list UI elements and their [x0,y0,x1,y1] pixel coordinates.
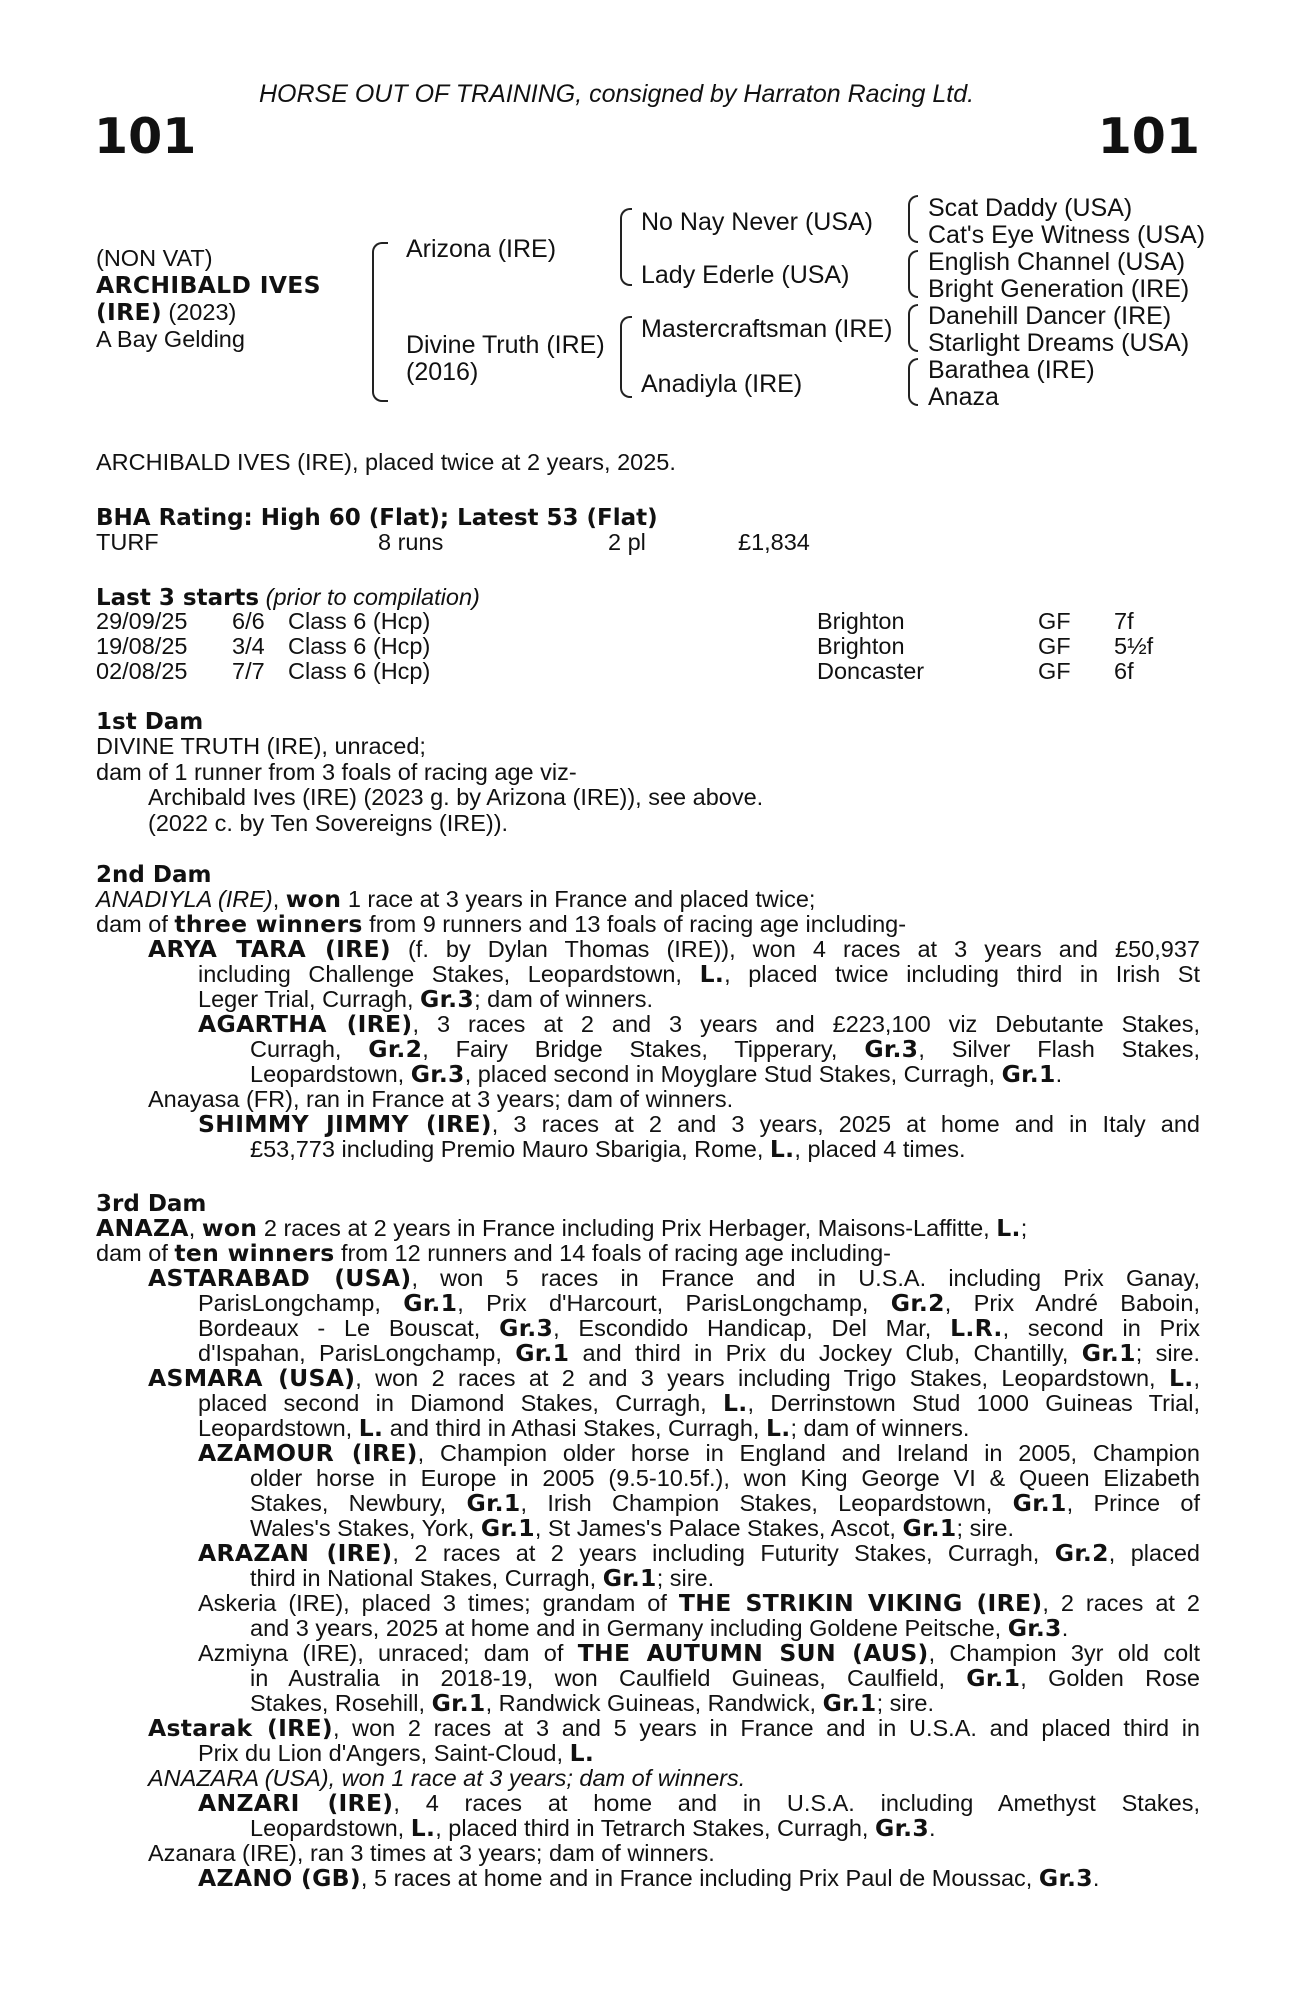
grade: Gr.1 [466,1489,521,1517]
record-placed: 2 pl [608,529,646,555]
text: . [1055,1061,1063,1087]
start-course: Doncaster [817,658,925,684]
text: Leopardstown, [250,1061,411,1087]
text: 1 race at 3 years in France and placed twice; [341,886,816,912]
text: Leopardstown, [250,1815,411,1841]
first-dam-produce: (2022 c. by Ten Sovereigns (IRE)). [148,810,509,836]
grade: L. [358,1414,384,1442]
horse-name: AZANO (GB) [198,1864,361,1892]
start-date: 02/08/25 [96,658,188,684]
pedigree-dd: Anadiyla (IRE) [641,370,803,398]
first-dam-line: DIVINE TRUTH (IRE), unraced; [96,733,426,759]
grade: Gr.1 [966,1664,1021,1692]
grade: L. [723,1389,748,1417]
produce-line [250,1491,1200,1517]
second-dam-heading: 2nd Dam [96,862,212,888]
start-row [0,634,1315,660]
produce-line [250,1616,1068,1642]
horse-country: (IRE) [96,298,162,326]
produce-line [198,1791,1200,1817]
text: , Randwick Guineas, Randwick, [485,1690,823,1716]
grade: L. [996,1214,1021,1242]
grade: Gr.3 [1007,1614,1062,1642]
third-dam-line [96,1216,1027,1242]
record-earnings: £1,834 [738,529,810,555]
consignment-line: HORSE OUT OF TRAINING, consigned by Harraton Racing Ltd. [259,80,975,108]
start-race: Class 6 (Hcp) [288,658,431,684]
grade: L. [569,1739,595,1767]
grade: L. [1168,1364,1194,1392]
text: ParisLongchamp, [198,1290,404,1316]
produce-line [198,1641,1200,1667]
text: Leopardstown, [198,1415,359,1441]
start-race: Class 6 (Hcp) [288,633,431,659]
horse-name: ASMARA (USA) [148,1364,356,1392]
pedigree-brace-main [372,242,388,402]
text: , Golden Rose [1020,1665,1200,1691]
text: Askeria (IRE), placed 3 times; grandam of [198,1590,679,1616]
text: , Fairy Bridge Stakes, Tipperary, [422,1036,865,1062]
produce-line [198,1591,1200,1617]
produce-line [250,1691,934,1717]
text: , Derrinstown Stud 1000 Guineas Trial, [747,1390,1201,1416]
text: ; sire. [656,1565,715,1591]
text: , Prix d'Harcourt, ParisLongchamp, [457,1290,891,1316]
produce-line [250,1137,966,1163]
grade: Gr.1 [480,1514,535,1542]
produce-line [148,1366,1200,1392]
text: dam of [96,1240,175,1266]
text: and third in Prix du Jockey Club, Chantilly, [569,1340,1082,1366]
text: , placed 4 times. [794,1136,966,1162]
horse-name-line2 [96,299,321,326]
horse-name: Astarak (IRE) [148,1714,333,1742]
grade: Gr.1 [902,1514,957,1542]
grade: Gr.1 [431,1689,486,1717]
text: , 2 races at 2 years including Futurity Stakes, Curragh, [392,1540,1055,1566]
start-position: 7/7 [232,658,265,684]
text: , Champion 3yr old colt [928,1640,1200,1666]
pedigree-dam-year: (2016) [406,358,479,386]
text: d'Ispahan, ParisLongchamp, [198,1340,516,1366]
text: and 3 years, 2025 at home and in Germany including Goldene Peitsche, [250,1615,1008,1641]
produce-line [198,1316,1200,1342]
produce-line [198,1866,1099,1892]
text: third in National Stakes, Curragh, [250,1565,603,1591]
produce-line [148,1716,1200,1742]
text: , Champion older horse in England and Ireland in 2005, Champion [417,1440,1200,1466]
text: , second in Prix [1002,1315,1201,1341]
text: , Irish Champion Stakes, Leopardstown, [520,1490,1013,1516]
produce-line [198,1291,1200,1317]
start-row [0,609,1315,635]
text: , won 5 races in France and in U.S.A. including Prix Ganay, [411,1265,1200,1291]
start-going: GF [1038,658,1071,684]
text: , Escondido Handicap, Del Mar, [553,1315,951,1341]
text: , 2 races at 2 [1042,1590,1200,1616]
text: , placed [1108,1540,1200,1566]
last-starts-note: (prior to compilation) [259,584,480,610]
produce-line: Anayasa (FR), ran in France at 3 years; dam of winners. [148,1086,734,1112]
start-position: 3/4 [232,633,265,659]
pedigree-dss: Danehill Dancer (IRE) [928,302,1172,330]
pedigree-ss: No Nay Never (USA) [641,208,873,236]
produce-line [198,1012,1200,1038]
third-dam-line [96,1241,891,1267]
produce-line [250,1666,1200,1692]
text: ; dam of winners. [474,986,653,1012]
text: ; sire. [876,1690,935,1716]
pedigree-sire: Arizona (IRE) [406,235,557,263]
grade: Gr.1 [403,1289,458,1317]
text: , won 2 races at 2 and 3 years including Trigo Stakes, Leopardstown, [355,1365,1169,1391]
grade: Gr.3 [420,985,475,1013]
winners-count: ten winners [174,1239,335,1267]
grade: L.R. [950,1314,1003,1342]
first-dam-produce: Archibald Ives (IRE) (2023 g. by Arizona (IRE)), see above. [148,784,764,810]
text: from 12 runners and 14 foals of racing age including- [334,1240,891,1266]
text: Curragh, [250,1036,369,1062]
grade: Gr.3 [499,1314,554,1342]
text: ; sire. [956,1515,1014,1541]
race-summary: ARCHIBALD IVES (IRE), placed twice at 2 years, 2025. [96,449,676,475]
horse-name: THE AUTUMN SUN (AUS) [577,1639,929,1667]
grade: L. [769,1135,795,1163]
produce-line: Azanara (IRE), ran 3 times at 3 years; dam of winners. [148,1840,715,1866]
pedigree-brace-dam [620,316,632,398]
text: in Australia in 2018-19, won Caulfield Guineas, Caulfield, [250,1665,967,1691]
start-distance: 6f [1114,658,1134,684]
horse-name: ASTARABAD (USA) [148,1264,412,1292]
text: Azmiyna (IRE), unraced; dam of [198,1640,578,1666]
pedigree-brace-sd [908,250,918,298]
horse-name: ARAZAN (IRE) [198,1539,393,1567]
horse-foaled-year: (2023) [161,299,237,325]
produce-line [250,1516,1014,1542]
produce-line [148,1266,1200,1292]
horse-block [96,245,321,353]
second-dam-line [96,887,815,913]
second-dam-line [96,912,906,938]
text: , 3 races at 2 and 3 years, 2025 at home and in Italy and [491,1111,1200,1137]
text: £53,773 including Premio Mauro Sbarigia, Rome, [250,1136,770,1162]
pedigree-ssd: Cat's Eye Witness (USA) [928,221,1206,249]
first-dam-heading: 1st Dam [96,709,204,735]
pedigree-ds: Mastercraftsman (IRE) [641,315,893,343]
start-going: GF [1038,633,1071,659]
text: ; [1020,1215,1028,1241]
start-distance: 5½f [1114,633,1154,659]
pedigree-brace-ds [908,304,918,352]
grade: Gr.1 [515,1339,570,1367]
text: Bordeaux - Le Bouscat, [198,1315,500,1341]
record-runs: 8 runs [378,529,444,555]
start-course: Brighton [817,608,905,634]
produce-line: older horse in Europe in 2005 (9.5-10.5f.), won King George VI & Queen Elizabeth [250,1465,1200,1491]
text: Leger Trial, Curragh, [198,986,421,1012]
text: and third in Athasi Stakes, Curragh, [383,1415,766,1441]
horse-name: SHIMMY JIMMY (IRE) [198,1110,492,1138]
grade: Gr.2 [1054,1539,1109,1567]
grade: Gr.2 [890,1289,945,1317]
horse-name: THE STRIKIN VIKING (IRE) [678,1589,1043,1617]
winners-count: three winners [174,910,363,938]
text: ; dam of winners. [790,1415,970,1441]
produce-line [198,1391,1200,1417]
start-race: Class 6 (Hcp) [288,608,431,634]
text: , placed third in Tetrarch Stakes, Curragh, [435,1815,875,1841]
produce-line: ANAZARA (USA), won 1 race at 3 years; dam of winners. [148,1765,746,1791]
horse-description: A Bay Gelding [96,326,245,352]
pedigree-sd: Lady Ederle (USA) [641,261,850,289]
text: from 9 runners and 13 foals of racing age including- [362,911,907,937]
last-starts-heading [96,584,480,611]
produce-line [250,1037,1200,1063]
grade: Gr.1 [1081,1339,1136,1367]
text: , Silver Flash Stakes, [918,1036,1200,1062]
pedigree-dsd: Starlight Dreams (USA) [928,329,1190,357]
bha-rating: BHA Rating: High 60 (Flat); Latest 53 (Flat) [96,505,658,531]
text: , Prix André Baboin, [944,1290,1200,1316]
lot-number-right: 101 [1097,108,1200,165]
produce-line [250,1816,936,1842]
text: , won 2 races at 3 and 5 years in France and in U.S.A. and placed third in [332,1715,1200,1741]
pedigree-sds: English Channel (USA) [928,248,1186,276]
grade: L. [699,960,725,988]
text: , [188,1215,202,1241]
text: including Challenge Stakes, Leopardstown, [198,961,700,987]
start-row [0,659,1315,685]
last-starts-title: Last 3 starts [96,585,260,611]
pedigree-sss: Scat Daddy (USA) [928,194,1133,222]
text: , 5 races at home and in France including Prix Paul de Moussac, [360,1865,1039,1891]
text: , 3 races at 2 and 3 years and £223,100 viz Debutante Stakes, [412,1011,1201,1037]
horse-name: AZAMOUR (IRE) [198,1439,418,1467]
grade: Gr.1 [1001,1060,1056,1088]
dam-name: ANADIYLA (IRE) [96,886,273,912]
text: Prix du Lion d'Angers, Saint-Cloud, [198,1740,570,1766]
first-dam-line: dam of 1 runner from 3 foals of racing age viz- [96,759,577,785]
produce-line [198,1112,1200,1138]
race-record [0,530,1315,556]
text: , St James's Palace Stakes, Ascot, [534,1515,903,1541]
pedigree-sdd: Bright Generation (IRE) [928,275,1190,303]
text: 2 races at 2 years in France including Prix Herbager, Maisons-Laffitte, [257,1215,997,1241]
produce-line [198,1741,594,1767]
text: Stakes, Newbury, [250,1490,467,1516]
start-date: 19/08/25 [96,633,188,659]
text: , placed second in Moyglare Stud Stakes, Curragh, [464,1061,1002,1087]
horse-name: AGARTHA (IRE) [198,1010,413,1038]
grade: Gr.2 [368,1035,423,1063]
horse-name: ARYA TARA (IRE) [148,935,391,963]
grade: Gr.1 [602,1564,657,1592]
text: . [929,1815,936,1841]
text: . [1092,1865,1100,1891]
produce-line [250,1566,714,1592]
grade: Gr.3 [1038,1864,1093,1892]
record-surface: TURF [96,529,159,555]
text: placed second in Diamond Stakes, Curragh, [198,1390,723,1416]
produce-line [198,987,653,1013]
text: , 4 races at home and in U.S.A. including Amethyst Stakes, [393,1790,1200,1816]
text: ; sire. [1135,1340,1200,1366]
start-date: 29/09/25 [96,608,188,634]
pedigree-ddd: Anaza [928,383,999,411]
pedigree-dds: Barathea (IRE) [928,356,1095,384]
start-course: Brighton [817,633,905,659]
text: , [1193,1365,1200,1391]
grade: Gr.3 [874,1814,929,1842]
grade: Gr.1 [1012,1489,1067,1517]
text: , [272,886,286,912]
pedigree-dam: Divine Truth (IRE) [406,331,605,359]
produce-line [198,1441,1200,1467]
start-going: GF [1038,608,1071,634]
won-label: won [285,885,342,913]
horse-name: ANZARI (IRE) [198,1789,394,1817]
start-distance: 7f [1114,608,1134,634]
grade: Gr.3 [410,1060,465,1088]
horse-name: ARCHIBALD IVES [96,271,321,299]
grade: Gr.3 [864,1035,919,1063]
produce-line [198,1416,969,1442]
won-label: won [201,1214,258,1242]
produce-line [198,1341,1200,1367]
produce-line [198,1541,1200,1567]
text: Stakes, Rosehill, [250,1690,432,1716]
grade: L. [410,1814,436,1842]
text: . [1061,1615,1069,1641]
pedigree-brace-dd [908,358,918,406]
text: Wales's Stakes, York, [250,1515,481,1541]
produce-line [250,1062,1062,1088]
text: dam of [96,911,175,937]
text: , Prince of [1066,1490,1200,1516]
text: (f. by Dylan Thomas (IRE)), won 4 races at 3 years and £50,937 [390,936,1200,962]
third-dam-heading: 3rd Dam [96,1191,207,1217]
dam-name: ANAZA [96,1214,189,1242]
grade: L. [765,1414,791,1442]
vat-status: (NON VAT) [96,245,213,271]
produce-line [148,937,1200,963]
produce-line [198,962,1200,988]
text: , placed twice including third in Irish St [724,961,1201,987]
lot-number-left: 101 [94,108,197,165]
pedigree-brace-ss [908,195,918,243]
start-position: 6/6 [232,608,265,634]
grade: Gr.1 [822,1689,877,1717]
pedigree-brace-sire [620,208,632,286]
